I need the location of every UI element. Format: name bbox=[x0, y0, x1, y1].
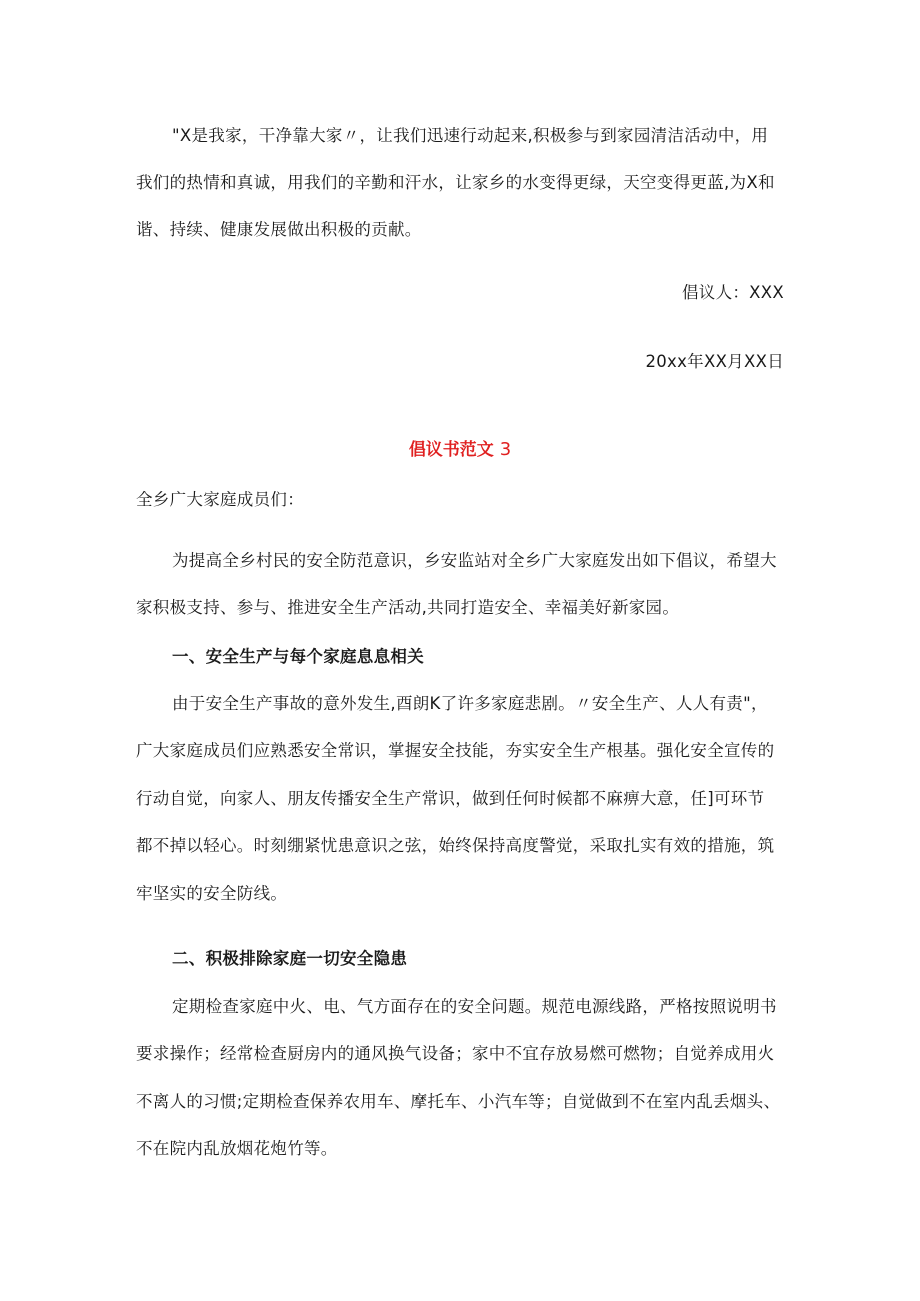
body1-line-2: 广大家庭成员们应熟悉安全常识，掌握安全技能，夯实安全生产根基。强化安全宣传的 bbox=[136, 741, 775, 760]
salutation: 全乡广大家庭成员们： bbox=[136, 490, 304, 509]
heading-1: 一、安全生产与每个家庭息息相关 bbox=[172, 647, 424, 666]
para1-line-2: 我们的热情和真诚，用我们的辛勤和汗水，让家乡的水变得更绿，天空变得更蓝,为X和 bbox=[136, 173, 775, 192]
body1-line-4: 都不掉以轻心。时刻绷紧忧患意识之弦，始终保持高度警觉，采取扎实有效的措施，筑 bbox=[136, 836, 775, 855]
heading-2: 二、积极排除家庭一切安全隐患 bbox=[172, 949, 408, 968]
para1-line-3: 谐、持续、健康发展做出积极的贡献。 bbox=[136, 220, 422, 239]
para1-line-1: "X是我家，干净靠大家〃，让我们迅速行动起来,积极参与到家园清洁活动中，用 bbox=[172, 126, 769, 145]
section-title bbox=[0, 439, 920, 461]
section-title-text: 倡议书范文 bbox=[408, 440, 494, 460]
body2-line-4: 不在院内乱放烟花炮竹等。 bbox=[136, 1139, 338, 1158]
body1-line-5: 牢坚实的安全防线。 bbox=[136, 884, 288, 903]
body2-line-1: 定期检查家庭中火、电、气方面存在的安全问题。规范电源线路，严格按照说明书 bbox=[172, 997, 777, 1016]
body2-line-3: 不离人的习惯;定期检查保养农用车、摩托车、小汽车等；自觉做到不在室内乱丢烟头、 bbox=[136, 1092, 781, 1111]
intro-line-2: 家积极支持、参与、推进安全生产活动,共同打造安全、幸福美好新家园。 bbox=[136, 598, 680, 617]
body2-line-2: 要求操作；经常检查厨房内的通风换气设备；家中不宜存放易燃可燃物；自觉养成用火 bbox=[136, 1044, 775, 1063]
section-title-number: 3 bbox=[499, 439, 512, 460]
intro-line-1: 为提高全乡村民的安全防范意识，乡安监站对全乡广大家庭发出如下倡议，希望大 bbox=[172, 551, 777, 570]
body1-line-1: 由于安全生产事故的意外发生,酉朗K了许多家庭悲剧。〃安全生产、人人有责"， bbox=[172, 694, 768, 713]
proposer-signature: 倡议人：XXX bbox=[681, 283, 784, 302]
body1-line-3: 行动自觉，向家人、朋友传播安全生产常识，做到任何时候都不麻痹大意，任]可环节 bbox=[136, 789, 765, 808]
signature-date: 20xx年XX月XX日 bbox=[645, 352, 784, 371]
